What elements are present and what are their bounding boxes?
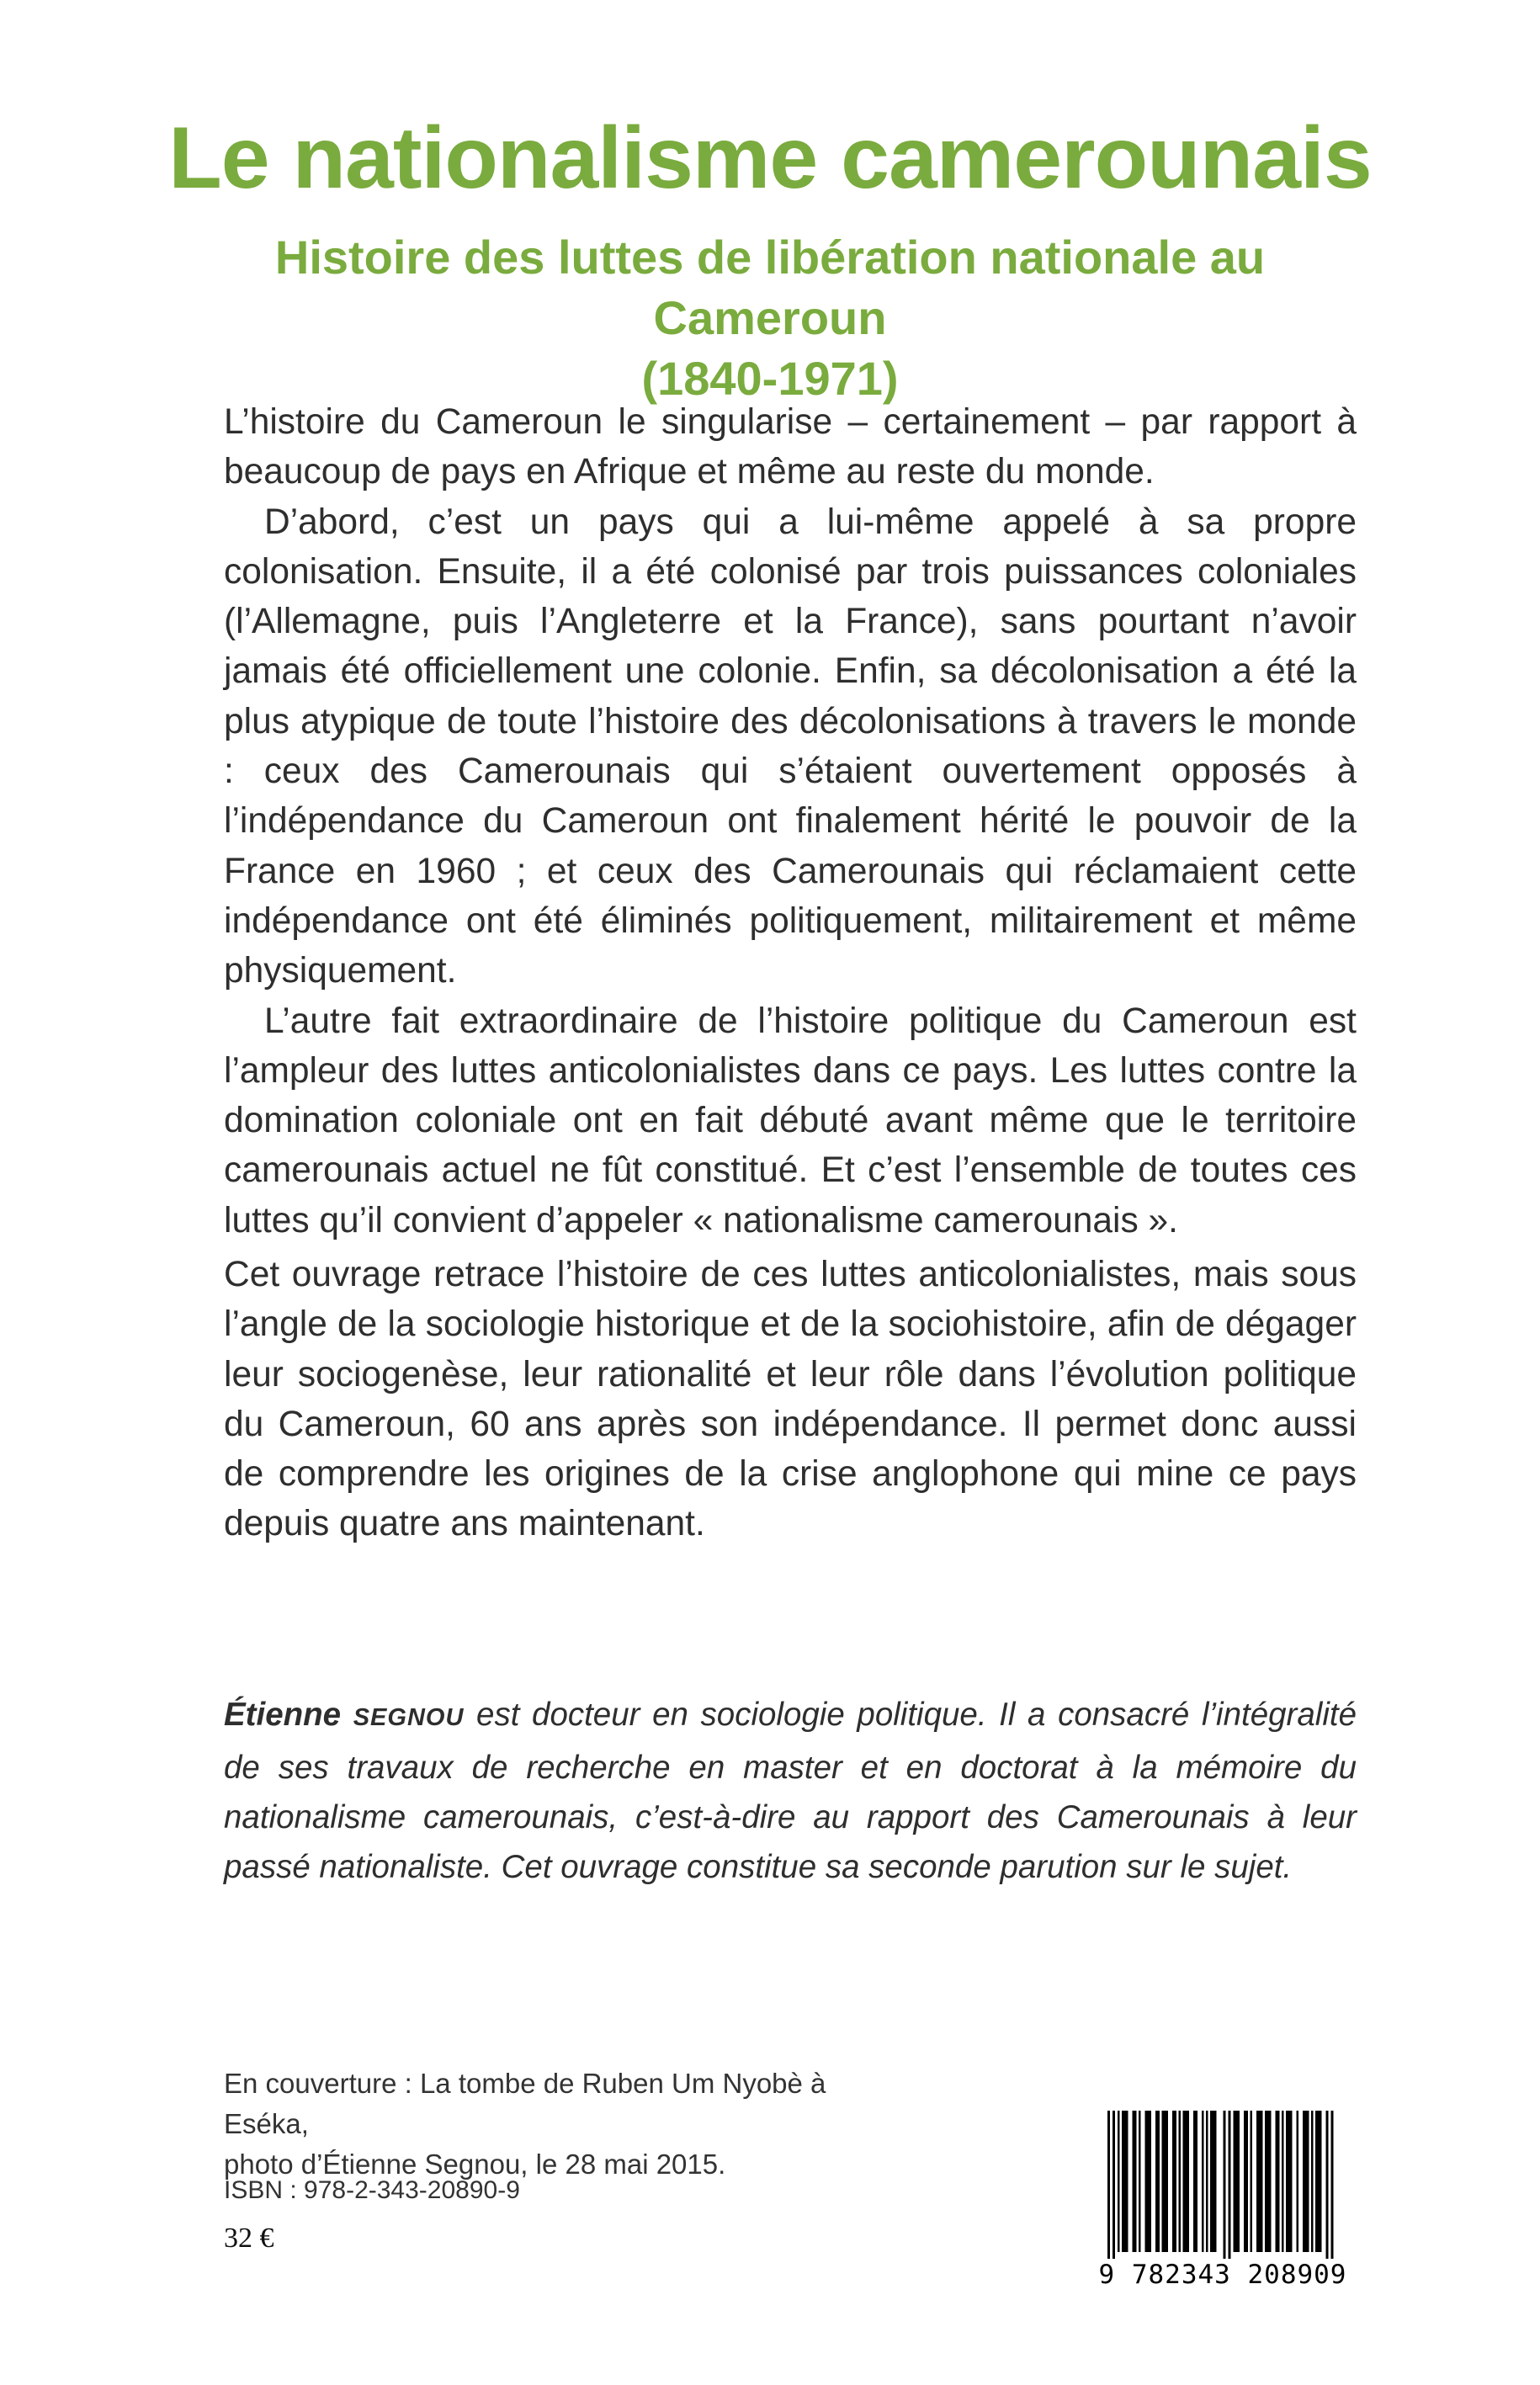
author-last-name: SEGNOU	[353, 1704, 465, 1731]
barcode-bar	[1331, 2111, 1334, 2259]
barcode-bar	[1311, 2111, 1314, 2252]
barcode-bar	[1265, 2111, 1272, 2252]
barcode-bar	[1326, 2111, 1329, 2259]
barcode-bar	[1251, 2111, 1253, 2252]
barcode-bar	[1244, 2111, 1248, 2252]
isbn-label: ISBN : 978-2-343-20890-9	[224, 2176, 520, 2204]
barcode-bar	[1113, 2111, 1115, 2259]
subtitle-line-1: Histoire des luttes de libération nationale au Cameroun	[274, 231, 1266, 344]
barcode-bar	[1162, 2111, 1169, 2252]
barcode-bar	[1202, 2111, 1204, 2252]
barcode-bar	[1229, 2111, 1231, 2259]
barcode-bar	[1224, 2111, 1226, 2259]
intro-text	[224, 397, 1357, 1246]
barcode-bar	[1303, 2111, 1309, 2252]
barcode-bar	[1139, 2111, 1141, 2252]
summary-text	[224, 1250, 1357, 1549]
summary-paragraph: Cet ouvrage retrace l’histoire de ces luttes anticolonialistes, mais sous l’angle de la sociologie historique et de la sociohistoire, afin de dégager leur sociogenèse, leur rationalité et leur rôle dans l’évolution politique du Cameroun, 60 ans après son indépendance. Il permet donc aussi de comprendre les origines de la crise anglophone qui mine ce pays depuis quatre ans maintenant.	[224, 1255, 1357, 1544]
book-subtitle	[168, 227, 1372, 409]
intro-paragraph-2: D’abord, c’est un pays qui a lui-même appelé à sa propre colonisation. Ensuite, il a été colonisé par trois puissances coloniales (l’Allemagne, puis l’Angleterre et la France), sans pourtant n’avoir jamais été officiellement une colonie. Enfin, sa décolonisation a été la plus atypique de toute l’histoire des décolonisations à travers le monde : ceux des Camerounais qui s’étaient ouvertement opposés à l’indépendance du Cameroun ont finalement hérité le pouvoir de la France en 1960 ; et ceux des Camerounais qui réclamaient cette indépendance ont été éliminés politiquement, militairement et même physiquement.	[224, 502, 1357, 991]
barcode-bar	[1234, 2111, 1240, 2252]
author-first-name: Étienne	[224, 1697, 342, 1733]
author-bio	[224, 1690, 1357, 1892]
barcode-bar	[1155, 2111, 1160, 2252]
book-title: Le nationalisme camerounais	[168, 109, 1372, 207]
barcode-bar	[1276, 2111, 1280, 2252]
barcode-bar	[1179, 2111, 1182, 2252]
barcode-bar	[1145, 2111, 1152, 2252]
cover-credit-line-2: photo d’Étienne Segnou, le 28 mai 2015.	[224, 2149, 726, 2180]
barcode-bar	[1122, 2111, 1128, 2252]
barcode-bar	[1256, 2111, 1263, 2252]
author-bio-text: est docteur en sociologie politique. Il a consacré l’intégralité de ses travaux de recherche en master et en doctorat à la mémoire du nationalisme camerounais, c’est-à-dire au rapport des Camerounais à leur passé nationaliste. Cet ouvrage constitue sa seconde parution sur le sujet.	[224, 1697, 1357, 1885]
barcode-bar	[1107, 2111, 1110, 2259]
cover-credit	[224, 2064, 897, 2185]
barcode-bars	[1094, 2109, 1351, 2260]
barcode-bar	[1210, 2111, 1217, 2252]
barcode-bar	[1286, 2111, 1293, 2252]
intro-paragraph-1: L’histoire du Cameroun le singularise – certainement – par rapport à beaucoup de pays en Afrique et même au reste du monde.	[224, 402, 1357, 492]
barcode-bar	[1282, 2111, 1284, 2252]
barcode-bar	[1172, 2111, 1176, 2252]
barcode-bar	[1118, 2111, 1120, 2252]
barcode-bar	[1206, 2111, 1208, 2252]
barcode-bar	[1193, 2111, 1197, 2252]
barcode-bar	[1297, 2111, 1299, 2252]
subtitle-dates: (1840-1971)	[641, 352, 899, 405]
barcode-bar	[1183, 2111, 1190, 2252]
price-label: 32 €	[224, 2223, 274, 2254]
barcode-bar	[1315, 2111, 1322, 2252]
barcode-bar	[1133, 2111, 1137, 2252]
cover-credit-line-1: En couverture : La tombe de Ruben Um Nyobè à Eséka,	[224, 2068, 826, 2139]
barcode	[1094, 2109, 1351, 2292]
barcode-digits: 9 782343 208909	[1098, 2260, 1347, 2290]
intro-paragraph-3: L’autre fait extraordinaire de l’histoire politique du Cameroun est l’ampleur des luttes anticolonialistes dans ce pays. Les luttes contre la domination coloniale ont en fait débuté avant même que le territoire camerounais actuel ne fût constitué. Et c’est l’ensemble de toutes ces luttes qu’il convient d’appeler « nationalisme camerounais ».	[224, 1001, 1357, 1240]
